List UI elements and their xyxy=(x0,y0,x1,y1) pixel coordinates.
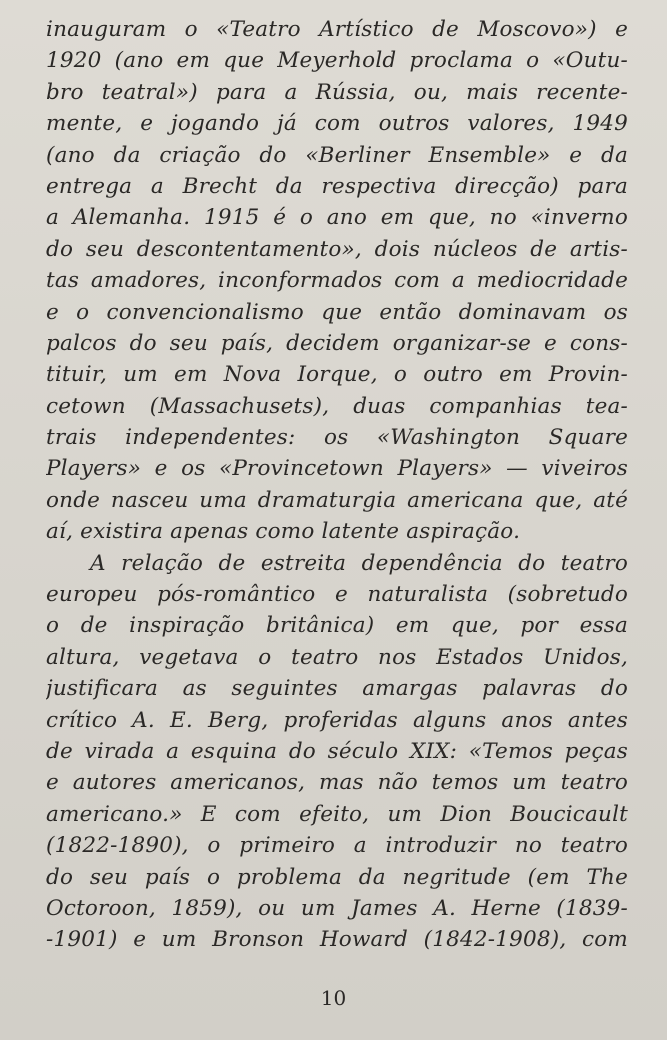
text-line: mente, e jogando já com outros valores, 1949 xyxy=(46,111,628,137)
text-line: (1822-1890), o primeiro a introduzir no teatro xyxy=(46,833,628,859)
text-line: crítico A. E. Berg, proferidas alguns anos antes xyxy=(46,707,628,733)
text-line: tas amadores, inconformados com a mediocridade xyxy=(46,268,628,294)
text-line: do seu país o problema da negritude (em The xyxy=(46,864,628,890)
text-line: justificara as seguintes amargas palavras do xyxy=(46,676,628,702)
text-line: o de inspiração britânica) em que, por essa xyxy=(46,613,628,639)
text-line: a Alemanha. 1915 é o ano em que, no «inverno xyxy=(46,205,628,231)
text-line: entrega a Brecht da respectiva direcção) para xyxy=(46,173,628,199)
text-line: Octoroon, 1859), ou um James A. Herne (1839- xyxy=(46,895,628,921)
text-line: onde nasceu uma dramaturgia americana que, até xyxy=(46,487,628,513)
body-text xyxy=(46,14,628,956)
text-line: e o convencionalismo que então dominavam os xyxy=(46,299,628,325)
text-line: -1901) e um Bronson Howard (1842-1908), com xyxy=(46,927,628,953)
text-line: americano.» E com efeito, um Dion Boucicault xyxy=(46,801,628,827)
text-line: e autores americanos, mas não temos um teatro xyxy=(46,770,628,796)
text-line: trais independentes: os «Washington Square xyxy=(46,425,628,451)
text-line: europeu pós-romântico e naturalista (sobretudo xyxy=(46,582,628,608)
text-line: tituir, um em Nova Iorque, o outro em Provin- xyxy=(46,362,628,388)
text-line: Players» e os «Provincetown Players» — viveiros xyxy=(46,456,628,482)
text-line: cetown (Massachusets), duas companhias tea- xyxy=(46,393,628,419)
text-line: do seu descontentamento», dois núcleos de artis- xyxy=(46,236,628,262)
text-line: inauguram o «Teatro Artístico de Moscovo») e xyxy=(46,17,628,42)
text-line: 1920 (ano em que Meyerhold proclama o «Outu- xyxy=(46,48,628,74)
text-line: de virada a esquina do século XIX: «Temos peças xyxy=(46,738,628,764)
paragraph-start-line: A relação de estreita dependência do teatro xyxy=(90,550,628,576)
page-number: 10 xyxy=(320,986,347,1010)
text-line: bro teatral») para a Rússia, ou, mais recente- xyxy=(46,79,628,105)
text-line: palcos do seu país, decidem organizar-se e cons- xyxy=(46,330,628,356)
text-line: (ano da criação do «Berliner Ensemble» e da xyxy=(46,142,628,168)
text-line: altura, vegetava o teatro nos Estados Unidos, xyxy=(46,644,628,670)
paragraph-end-line: aí, existira apenas como latente aspiração. xyxy=(46,519,521,545)
